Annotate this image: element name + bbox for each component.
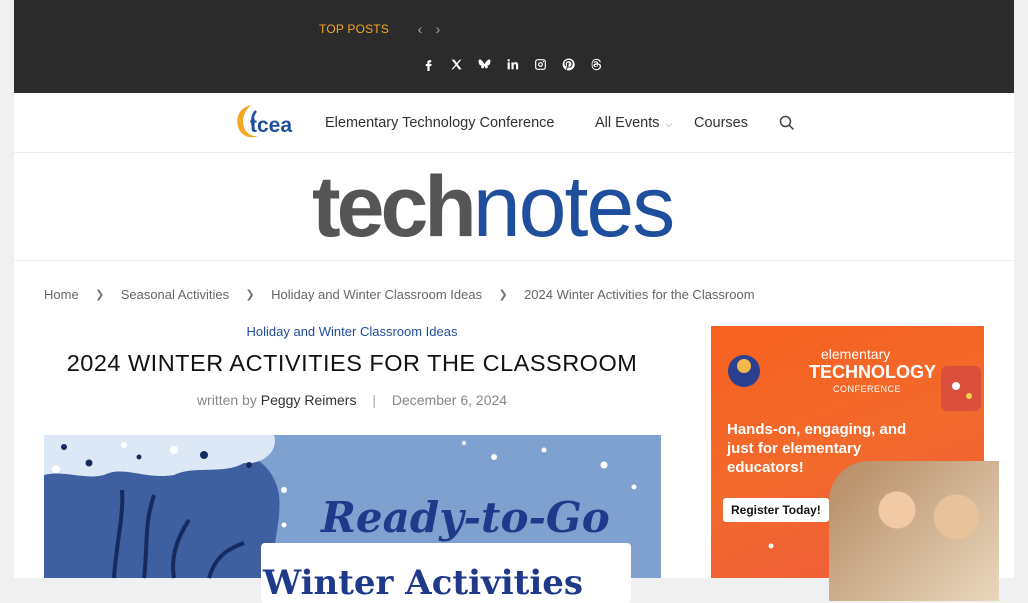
breadcrumb (44, 287, 755, 302)
author-link[interactable]: Peggy Reimers (260, 392, 357, 408)
article-date: December 6, 2024 (391, 392, 508, 408)
pinterest-icon[interactable] (554, 56, 582, 72)
meta-divider: | (372, 392, 376, 408)
ad-line1: elementary (821, 346, 891, 362)
feature-card (261, 543, 631, 603)
threads-icon[interactable] (582, 56, 610, 72)
chevron-down-icon: ⌵ (665, 119, 673, 129)
x-icon[interactable] (442, 56, 470, 72)
top-bar (14, 0, 1014, 93)
ad-line3: CONFERENCE (833, 384, 902, 394)
chevron-left-icon[interactable]: ‹ (417, 21, 423, 37)
breadcrumb-seasonal-activities[interactable]: Seasonal Activities (120, 287, 230, 302)
feature-heading: Ready-to-Go (321, 493, 610, 542)
ad-photo (829, 461, 999, 601)
article-meta (44, 392, 660, 408)
nav-item-elementary-technology-conference[interactable]: Elementary Technology Conference (325, 115, 555, 131)
chevron-right-icon: ❯ (245, 289, 255, 301)
article-title: 2024 WINTER ACTIVITIES FOR THE CLASSROOM (66, 350, 638, 376)
feature-subheading: Winter Activities (263, 563, 584, 603)
nav-item-all-events[interactable] (595, 115, 672, 131)
register-today-button[interactable]: Register Today! (723, 498, 829, 522)
written-by-label: written by (196, 392, 257, 408)
main-nav (14, 93, 1014, 153)
chevron-right-icon: ❯ (95, 289, 105, 301)
chevron-right-icon[interactable]: › (435, 21, 441, 37)
nav-item-label: All Events (595, 115, 660, 131)
brand-part-notes: notes (472, 159, 674, 255)
bluesky-icon[interactable] (470, 56, 498, 72)
search-icon[interactable] (779, 115, 795, 131)
brand-part-tech: tech (312, 159, 473, 255)
breadcrumb-home[interactable]: Home (44, 287, 79, 302)
logo-wordmark[interactable]: tcea (250, 114, 293, 137)
page-frame (14, 0, 1014, 603)
instagram-icon[interactable] (526, 56, 554, 72)
nav-item-courses[interactable]: Courses (694, 115, 748, 131)
linkedin-icon[interactable] (498, 56, 526, 72)
featured-image (44, 435, 661, 603)
facebook-icon[interactable] (414, 56, 442, 72)
breadcrumb-holiday-winter-ideas[interactable]: Holiday and Winter Classroom Ideas (271, 287, 483, 302)
social-links (414, 56, 610, 72)
top-posts-label: TOP POSTS (319, 22, 390, 36)
ad-line2: TECHNOLOGY (809, 362, 937, 382)
chevron-right-icon: ❯ (498, 289, 508, 301)
ad-pitch: Hands-on, engaging, and just for elementary educators! (727, 421, 907, 476)
site-logo[interactable] (312, 155, 673, 259)
article-category-link[interactable]: Holiday and Winter Classroom Ideas (246, 324, 458, 339)
breadcrumb-current: 2024 Winter Activities for the Classroom (524, 287, 755, 302)
sidebar-ad-banner[interactable] (711, 326, 984, 578)
technotes-masthead (14, 153, 1014, 261)
